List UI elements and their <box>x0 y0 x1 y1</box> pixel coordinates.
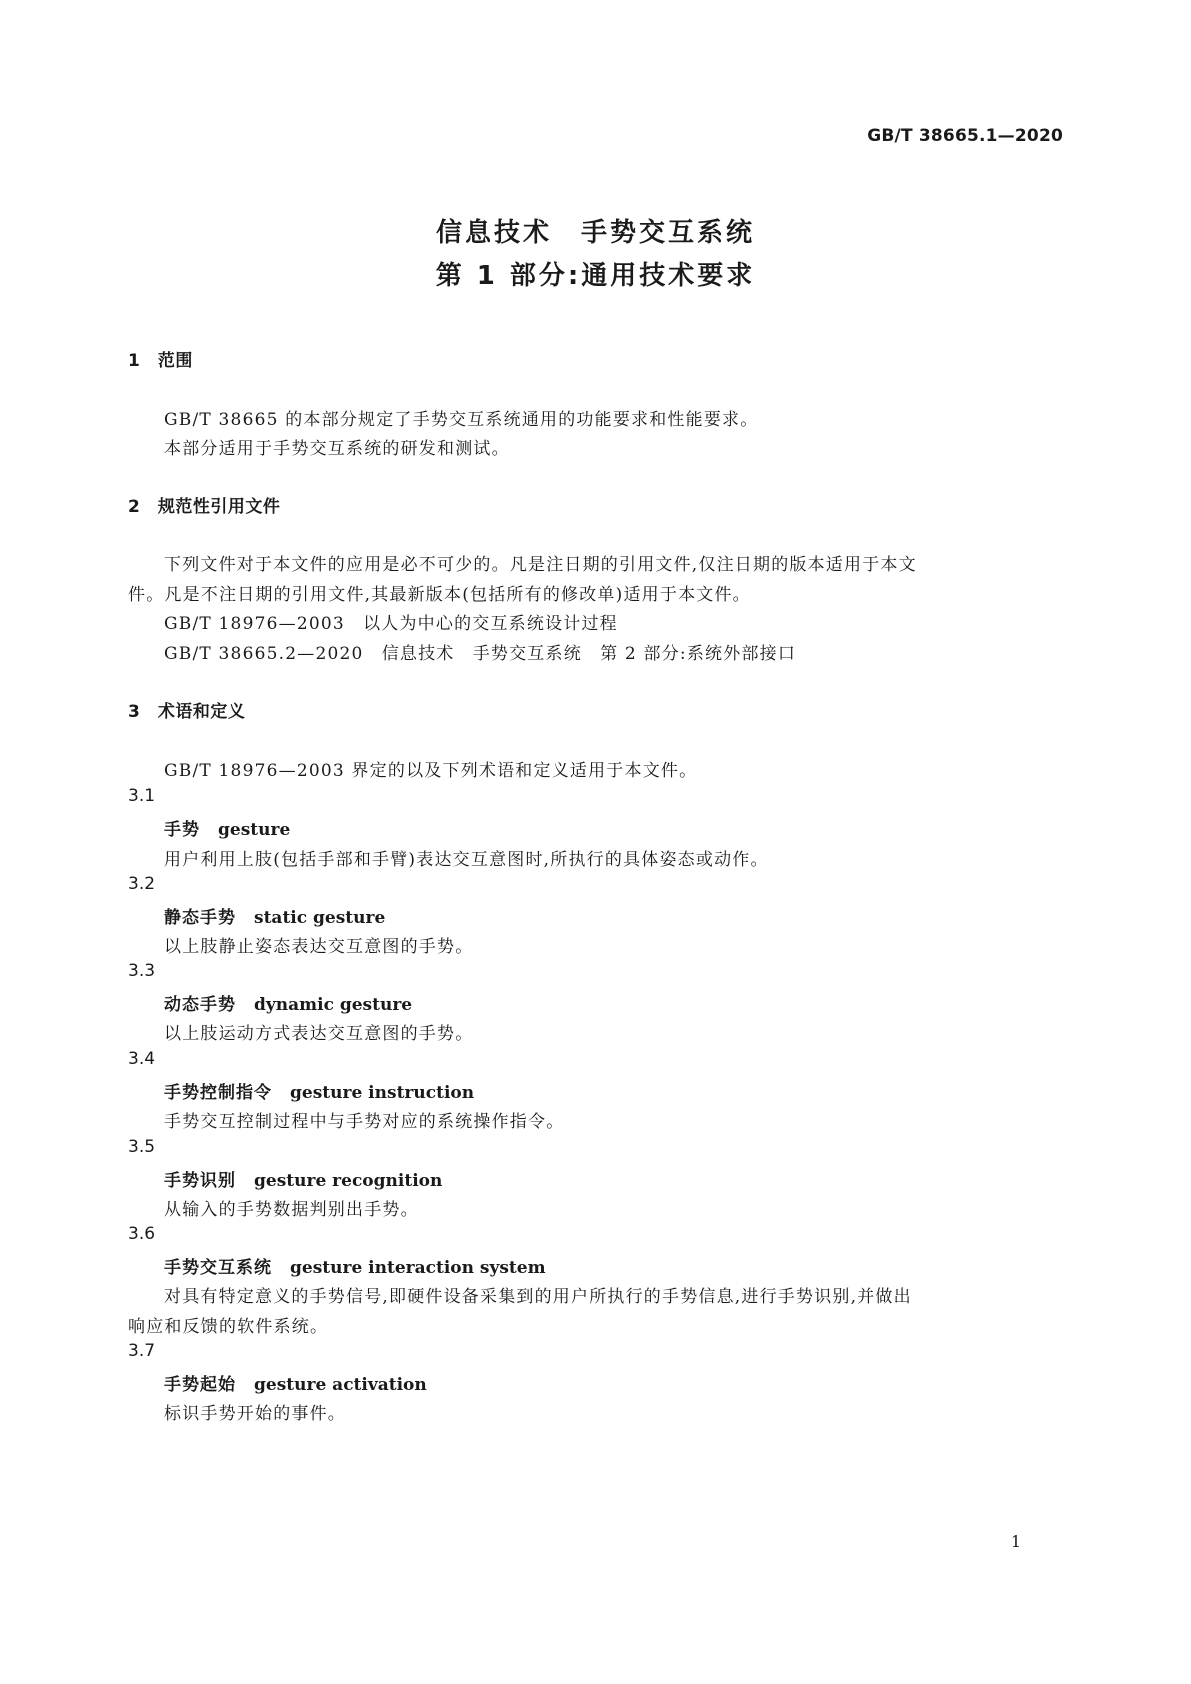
term-english: gesture activation <box>254 1375 427 1395</box>
term-definition: 用户利用上肢(包括手部和手臂)表达交互意图时,所执行的具体姿态或动作。 <box>164 850 769 870</box>
term-definition: 标识手势开始的事件。 <box>164 1404 346 1424</box>
term-chinese: 静态手势 <box>164 908 236 928</box>
page-number: 1 <box>1010 1532 1021 1551</box>
term-english: static gesture <box>254 908 386 928</box>
term-heading <box>164 990 412 1015</box>
clause-number: 3.5 <box>128 1137 156 1157</box>
term-heading <box>164 1370 427 1395</box>
clause-number: 3.1 <box>128 786 156 806</box>
term-english: dynamic gesture <box>254 995 413 1015</box>
term-heading <box>164 1166 442 1191</box>
clause-number: 3.2 <box>128 874 156 894</box>
term-heading <box>164 1253 546 1278</box>
term-english: gesture instruction <box>290 1083 475 1103</box>
section-3-heading: 3 术语和定义 <box>128 702 246 722</box>
term-chinese: 手势交互系统 <box>164 1258 272 1278</box>
normative-reference-1: GB/T 18976—2003 以人为中心的交互系统设计过程 <box>164 614 618 634</box>
term-definition: 从输入的手势数据判别出手势。 <box>164 1200 419 1220</box>
term-definition-line-1: 对具有特定意义的手势信号,即硬件设备采集到的用户所执行的手势信息,进行手势识别,并做出 <box>164 1287 912 1307</box>
term-chinese: 手势识别 <box>164 1171 236 1191</box>
section-2-paragraph-line-1: 下列文件对于本文件的应用是必不可少的。凡是注日期的引用文件,仅注日期的版本适用于本文 <box>164 555 917 575</box>
term-chinese: 动态手势 <box>164 995 236 1015</box>
section-2-paragraph-line-2: 件。凡是不注日期的引用文件,其最新版本(包括所有的修改单)适用于本文件。 <box>128 585 751 605</box>
term-chinese: 手势起始 <box>164 1375 236 1395</box>
clause-number: 3.4 <box>128 1049 156 1069</box>
term-heading <box>164 1078 474 1103</box>
section-2-heading: 2 规范性引用文件 <box>128 497 281 517</box>
section-1-paragraph-2: 本部分适用于手势交互系统的研发和测试。 <box>164 439 510 459</box>
document-number: GB/T 38665.1—2020 <box>867 126 1063 146</box>
section-3-intro: GB/T 18976—2003 界定的以及下列术语和定义适用于本文件。 <box>164 761 698 781</box>
term-definition: 以上肢静止姿态表达交互意图的手势。 <box>164 937 474 957</box>
term-english: gesture recognition <box>254 1171 443 1191</box>
clause-number: 3.6 <box>128 1224 156 1244</box>
term-english: gesture interaction system <box>290 1258 546 1278</box>
term-chinese: 手势 <box>164 820 200 840</box>
term-english: gesture <box>218 820 291 840</box>
term-definition: 手势交互控制过程中与手势对应的系统操作指令。 <box>164 1112 565 1132</box>
term-chinese: 手势控制指令 <box>164 1083 272 1103</box>
normative-reference-2: GB/T 38665.2—2020 信息技术 手势交互系统 第 2 部分:系统外部接口 <box>164 644 797 664</box>
title-line-2: 第 1 部分:通用技术要求 <box>435 261 756 291</box>
section-1-heading: 1 范围 <box>128 351 193 371</box>
term-heading <box>164 815 290 840</box>
term-definition: 以上肢运动方式表达交互意图的手势。 <box>164 1024 474 1044</box>
term-heading <box>164 903 385 928</box>
title-line-1: 信息技术 手势交互系统 <box>435 218 755 248</box>
clause-number: 3.3 <box>128 961 156 981</box>
section-1-paragraph-1: GB/T 38665 的本部分规定了手势交互系统通用的功能要求和性能要求。 <box>164 410 759 430</box>
clause-number: 3.7 <box>128 1341 156 1361</box>
term-definition-line-2: 响应和反馈的软件系统。 <box>128 1317 329 1337</box>
